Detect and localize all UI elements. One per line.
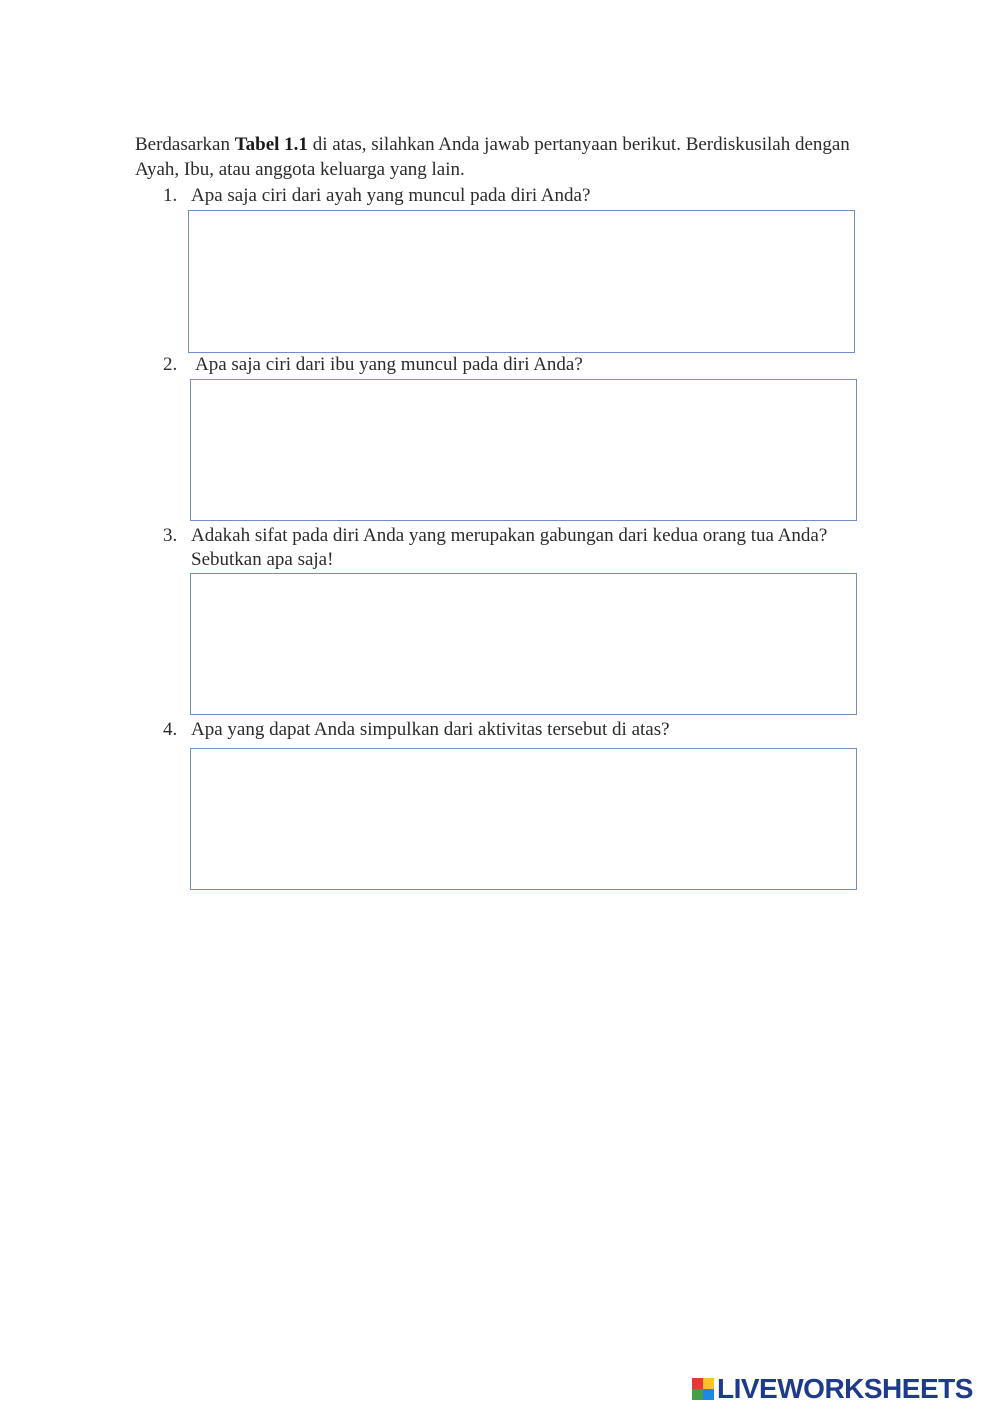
instructions-paragraph bbox=[135, 132, 865, 182]
answer-input-3[interactable] bbox=[191, 574, 856, 714]
brand-name: LIVEWORKSHEETS bbox=[717, 1373, 973, 1404]
question-text: Adakah sifat pada diri Anda yang merupakan gabungan dari kedua orang tua Anda? Sebutkan apa saja! bbox=[191, 525, 828, 570]
answer-input-1[interactable] bbox=[189, 211, 854, 352]
table-reference: Tabel 1.1 bbox=[234, 134, 308, 155]
question-4 bbox=[163, 718, 863, 742]
answer-input-4[interactable] bbox=[191, 749, 856, 889]
question-3 bbox=[163, 524, 863, 572]
answer-box-4 bbox=[190, 748, 857, 890]
answer-input-2[interactable] bbox=[191, 380, 856, 520]
liveworksheets-watermark bbox=[692, 1374, 973, 1404]
answer-box-3 bbox=[190, 573, 857, 715]
question-text: Apa yang dapat Anda simpulkan dari aktivitas tersebut di atas? bbox=[191, 719, 670, 740]
answer-box-2 bbox=[190, 379, 857, 521]
liveworksheets-logo-icon bbox=[692, 1378, 714, 1400]
question-2 bbox=[163, 353, 863, 377]
answer-box-1 bbox=[188, 210, 855, 353]
question-number: 2. bbox=[163, 354, 178, 375]
question-1 bbox=[163, 184, 863, 208]
instructions-text-end: di atas, silahkan Anda jawab pertanyaan berikut. Berdiskusilah dengan Ayah, Ibu, atau anggota keluarga yang lain. bbox=[135, 134, 850, 180]
question-number: 1. bbox=[163, 185, 178, 206]
question-text: Apa saja ciri dari ibu yang muncul pada diri Anda? bbox=[195, 354, 583, 375]
question-text: Apa saja ciri dari ayah yang muncul pada diri Anda? bbox=[191, 185, 591, 206]
question-number: 4. bbox=[163, 719, 178, 740]
question-number: 3. bbox=[163, 525, 178, 546]
instructions-text-start: Berdasarkan bbox=[135, 134, 235, 155]
